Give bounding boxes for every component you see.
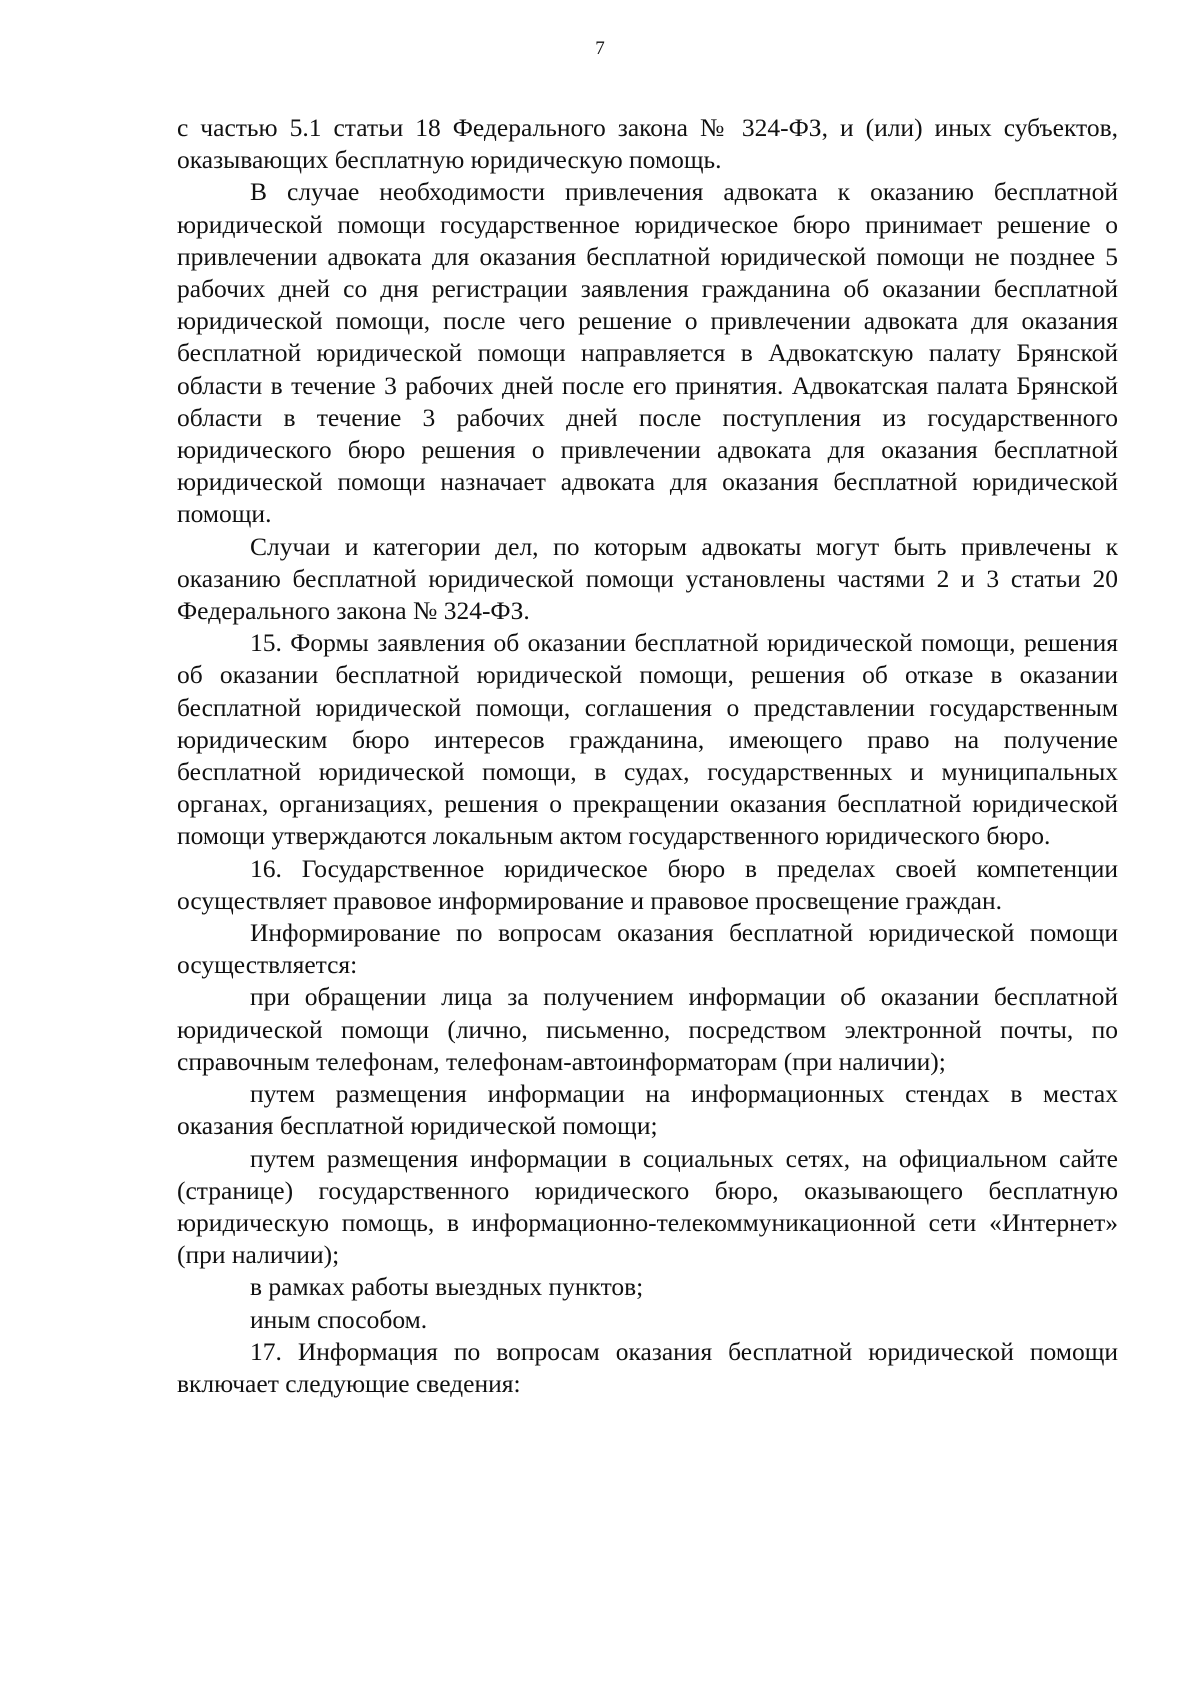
paragraph-8: путем размещения информации на информационных стендах в местах оказания бесплатной юридической помощи; bbox=[177, 1079, 1118, 1141]
paragraph-12: 17. Информация по вопросам оказания бесплатной юридической помощи включает следующие сведения: bbox=[177, 1336, 1118, 1398]
paragraph-3: Случаи и категории дел, по которым адвокаты могут быть привлечены к оказанию бесплатной юридической помощи установлены частями 2 и 3 статьи 20 Федерального закона № 324-ФЗ. bbox=[177, 531, 1118, 626]
paragraph-10: в рамках работы выездных пунктов; bbox=[250, 1272, 644, 1302]
paragraph-5: 16. Государственное юридическое бюро в пределах своей компетенции осуществляет правовое информирование и правовое просвещение граждан. bbox=[177, 853, 1118, 915]
paragraph-6: Информирование по вопросам оказания бесплатной юридической помощи осуществляется: bbox=[177, 918, 1118, 980]
paragraph-1: с частью 5.1 статьи 18 Федерального закона № 324-ФЗ, и (или) иных субъектов, оказывающих бесплатную юридическую помощь. bbox=[177, 113, 1118, 175]
paragraph-9: путем размещения информации в социальных сетях, на официальном сайте (странице) государственного юридического бюро, оказывающего бесплатную юридическую помощь, в информационно-телекоммуникационной сети «Интернет» (при наличии); bbox=[177, 1143, 1118, 1270]
paragraph-11: иным способом. bbox=[250, 1304, 428, 1334]
paragraph-7: при обращении лица за получением информации об оказании бесплатной юридической помощи (лично, письменно, посредством электронной почты, по справочным телефонам, телефонам-автоинформаторам (при наличии); bbox=[177, 982, 1118, 1076]
page-number: 7 bbox=[595, 38, 605, 59]
document-body bbox=[177, 112, 1118, 1400]
paragraph-2: В случае необходимости привлечения адвоката к оказанию бесплатной юридической помощи государственное юридическое бюро принимает решение о привлечении адвоката для оказания бесплатной юридической помощи не позднее 5 рабочих дней со дня регистрации заявления гражданина об оказании бесплатной юридической помощи, после чего решение о привлечении адвоката для оказания бесплатной юридической помощи направляется в Адвокатскую палату Брянской области в течение 3 рабочих дней после его принятия. Адвокатская палата Брянской области в течение 3 рабочих дней после поступления из государственного юридического бюро решения о привлечении адвоката для оказания бесплатной юридической помощи назначает адвоката для оказания бесплатной юридической помощи. bbox=[177, 177, 1118, 529]
paragraph-4: 15. Формы заявления об оказании бесплатной юридической помощи, решения об оказании бесплатной юридической помощи, решения об отказе в оказании бесплатной юридической помощи, соглашения о представлении государственным юридическим бюро интересов гражданина, имеющего право на получение бесплатной юридической помощи, в судах, государственных и муниципальных органах, организациях, решения о прекращении оказания бесплатной юридической помощи утверждаются локальным актом государственного юридического бюро. bbox=[177, 628, 1118, 851]
